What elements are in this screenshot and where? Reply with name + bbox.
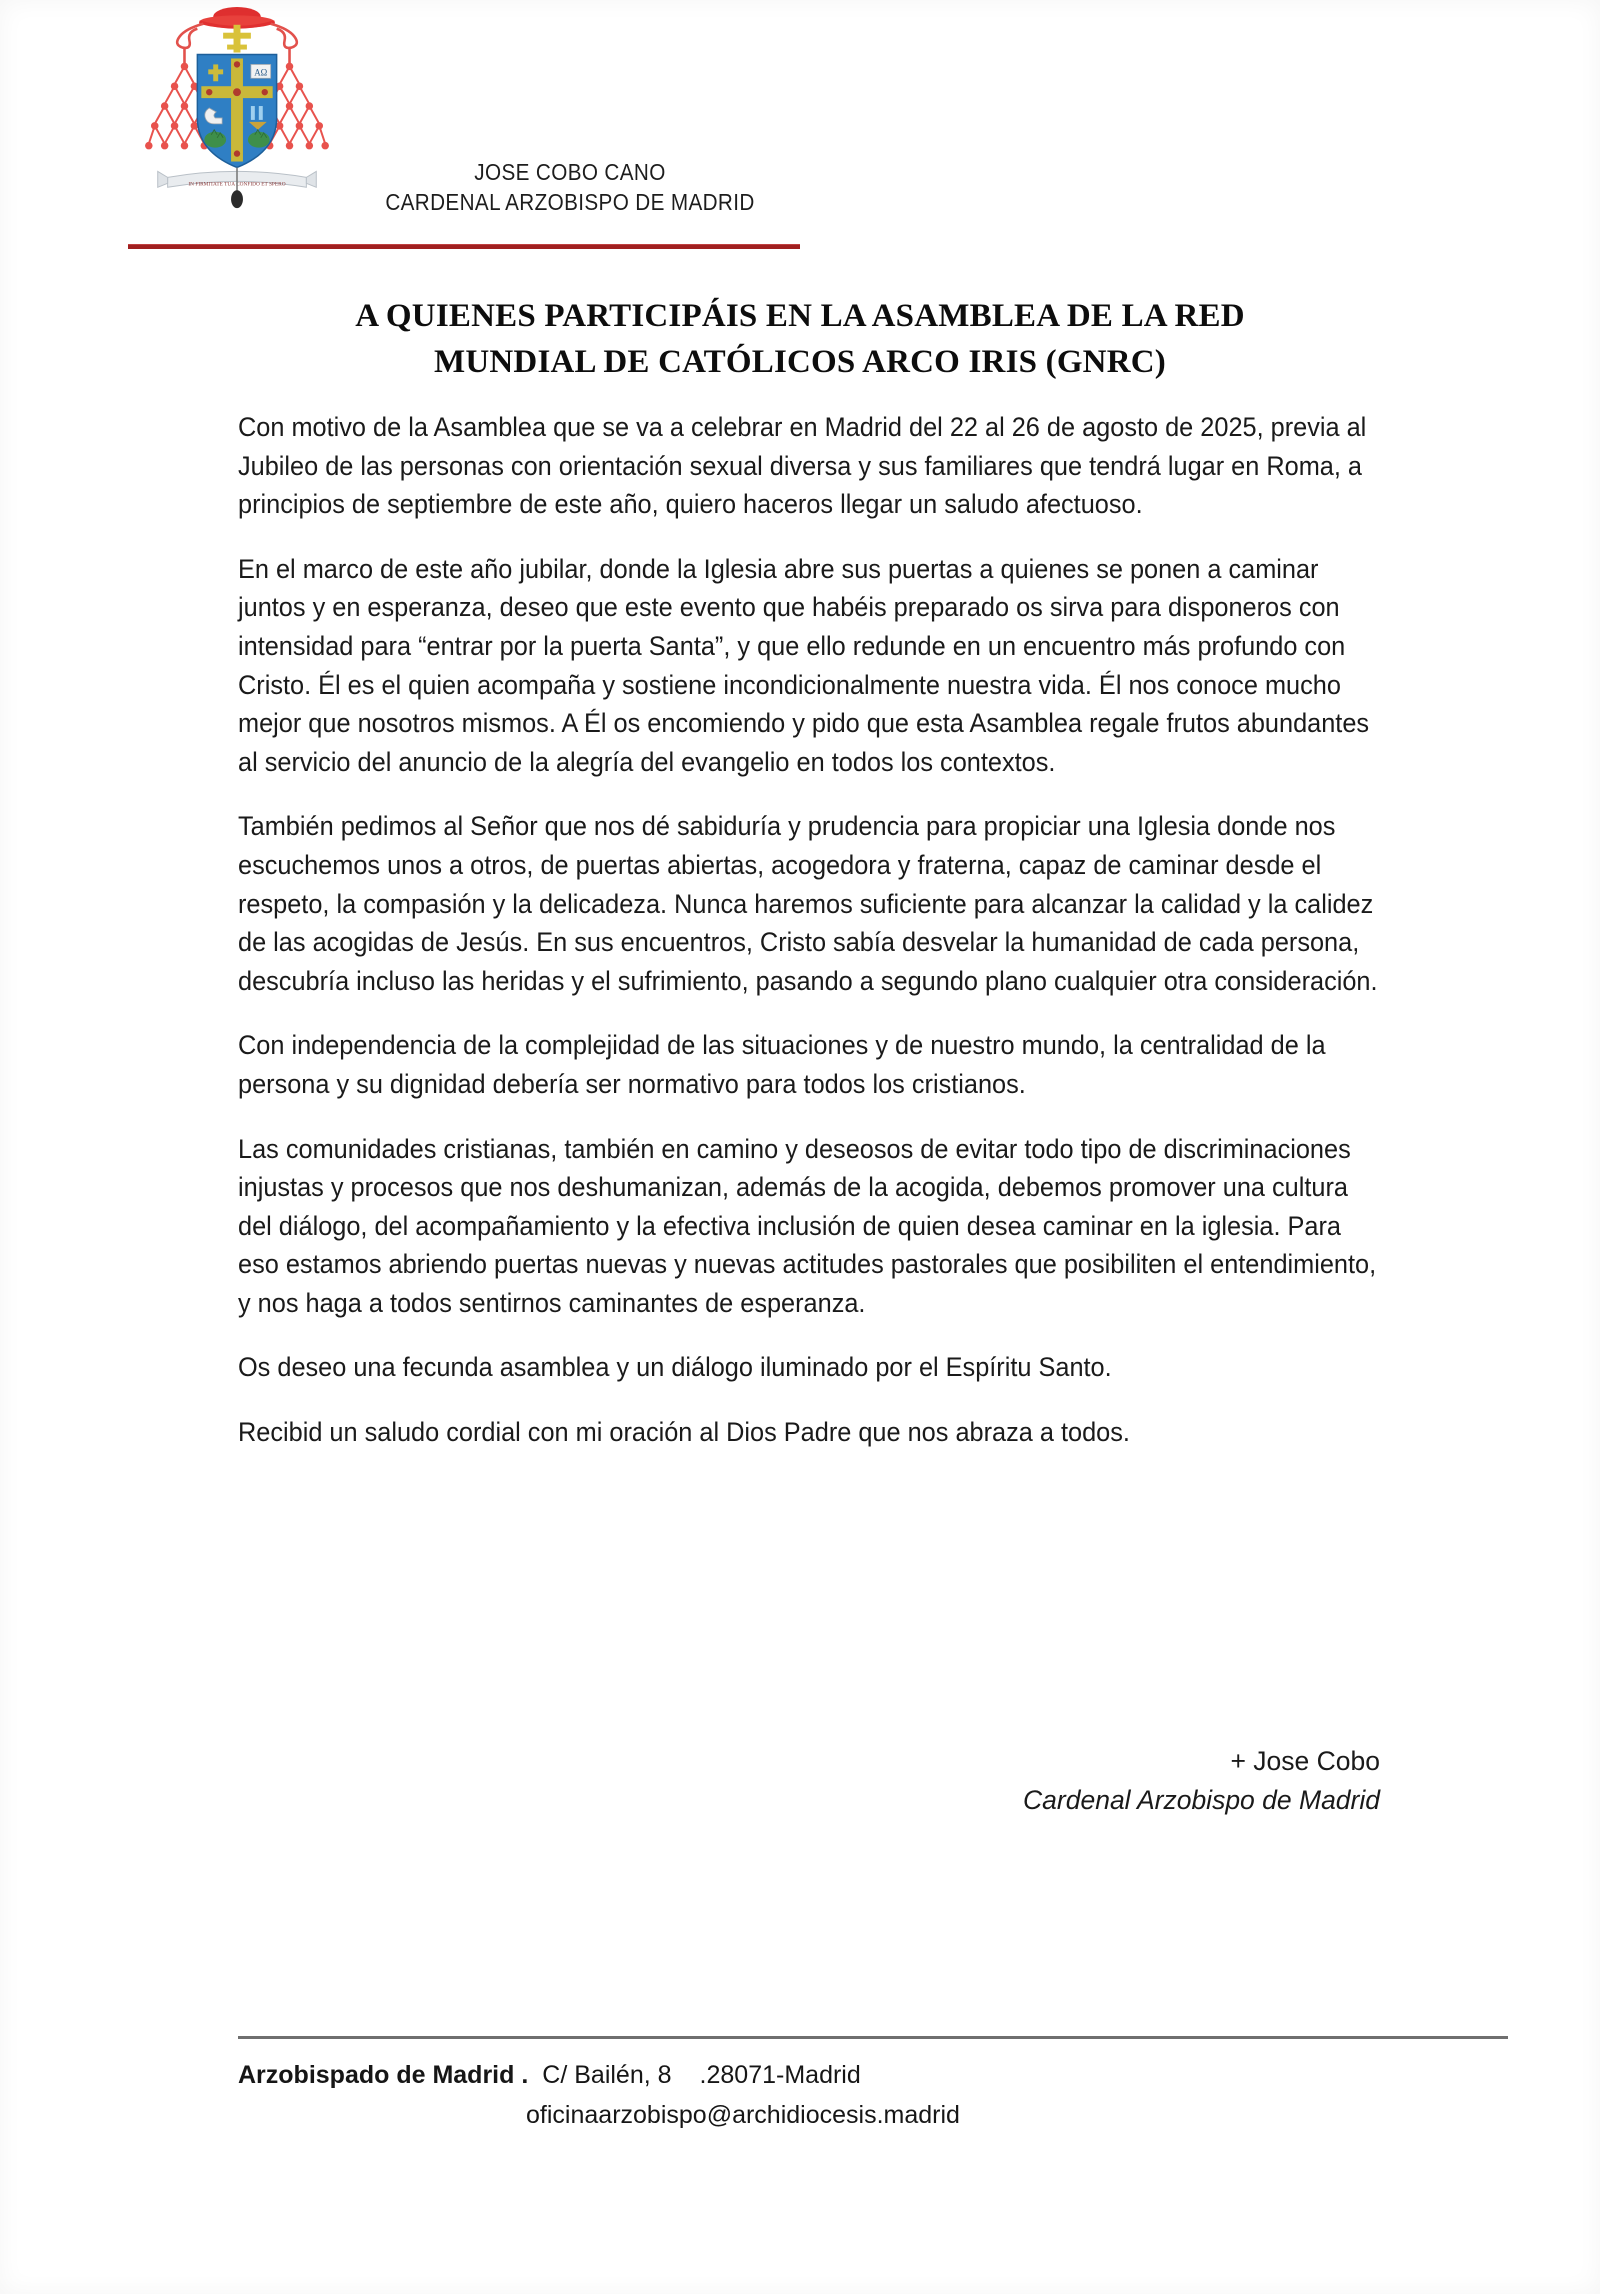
letterhead <box>0 0 1600 262</box>
body-paragraph: En el marco de este año jubilar, donde la Iglesia abre sus puertas a quienes se ponen a caminar juntos y en esperanza, deseo que este evento que habéis preparado os sirva para disponeros con intensidad para “entrar por la puerta Santa”, y que ello redunde en un encuentro más profundo con Cristo. Él es el quien acompaña y sostiene incondicionalmente nuestra vida. Él nos conoce mucho mejor que nosotros mismos. A Él os encomiendo y pido que esta Asamblea regale frutos abundantes al servicio del anuncio de la alegría del evangelio en todos los contextos. <box>238 553 1370 777</box>
signature-name: + Jose Cobo <box>1230 1746 1380 1776</box>
footer-email: oficinaarzobispo@archidiocesis.madrid <box>526 2101 960 2129</box>
page-title-line-1: A QUIENES PARTICIPÁIS EN LA ASAMBLEA DE LA RED <box>355 298 1245 334</box>
body-paragraph: Os deseo una fecunda asamblea y un diálogo iluminado por el Espíritu Santo. <box>238 1352 1112 1383</box>
letterhead-names <box>330 158 810 218</box>
body-paragraph: Con motivo de la Asamblea que se va a celebrar en Madrid del 22 al 26 de agosto de 2025, previa al Jubileo de las personas con orientación sexual diversa y sus familiares que tendrá lugar en Roma, a principios de septiembre de este año, quiero haceros llegar un saludo afectuoso. <box>238 412 1367 520</box>
signature-role: Cardenal Arzobispo de Madrid <box>1023 1784 1380 1815</box>
letter-body <box>238 408 1380 1452</box>
letterhead-divider <box>128 244 800 249</box>
footer-address-line <box>238 2055 1508 2095</box>
page-title <box>230 294 1370 385</box>
body-paragraph: Las comunidades cristianas, también en camino y deseosos de evitar todo tipo de discriminaciones injustas y procesos que nos deshumanizan, además de la acogida, debemos promover una cultura del diálogo, del acompañamiento y la efectiva inclusión de quien desea caminar en la iglesia. Para eso estamos abriendo puertas nuevas y nuevas actitudes pastorales que posibiliten el entendimiento, y nos haga a todos sentirnos caminantes de esperanza. <box>238 1133 1377 1318</box>
footer-street: C/ Bailén, 8 <box>542 2061 672 2089</box>
footer-postal: .28071-Madrid <box>699 2061 861 2089</box>
footer-organization: Arzobispado de Madrid . <box>238 2061 529 2089</box>
body-paragraph: Recibid un saludo cordial con mi oración al Dios Padre que nos abraza a todos. <box>238 1417 1130 1448</box>
footer-divider <box>238 2036 1508 2039</box>
cardinal-coat-of-arms-icon <box>128 2 346 217</box>
body-paragraph: Con independencia de la complejidad de las situaciones y de nuestro mundo, la centralidad de la persona y su dignidad debería ser normativo para todos los cristianos. <box>238 1030 1326 1099</box>
page-title-line-2: MUNDIAL DE CATÓLICOS ARCO IRIS (GNRC) <box>434 343 1166 380</box>
footer-email-line <box>238 2095 1508 2135</box>
svg-text:AΩ: AΩ <box>254 67 268 78</box>
signature-block <box>700 1742 1380 1819</box>
cardinal-name: JOSE COBO CANO <box>474 159 666 185</box>
crest-motto-text: IN FIRMITATE TUA CONFIDO ET SPERO <box>188 181 286 188</box>
page-footer <box>238 2036 1508 2135</box>
cardinal-title: CARDENAL ARZOBISPO DE MADRID <box>385 188 755 215</box>
body-paragraph: También pedimos al Señor que nos dé sabiduría y prudencia para propiciar una Iglesia donde nos escuchemos unos a otros, de puertas abiertas, acogedora y fraterna, capaz de caminar desde el respeto, la compasión y la delicadeza. Nunca haremos suficiente para alcanzar la calidad y la calidez de las acogidas de Jesús. En sus encuentros, Cristo sabía desvelar la humanidad de cada persona, descubría incluso las heridas y el sufrimiento, pasando a segundo plano cualquier otra consideración. <box>238 811 1378 996</box>
